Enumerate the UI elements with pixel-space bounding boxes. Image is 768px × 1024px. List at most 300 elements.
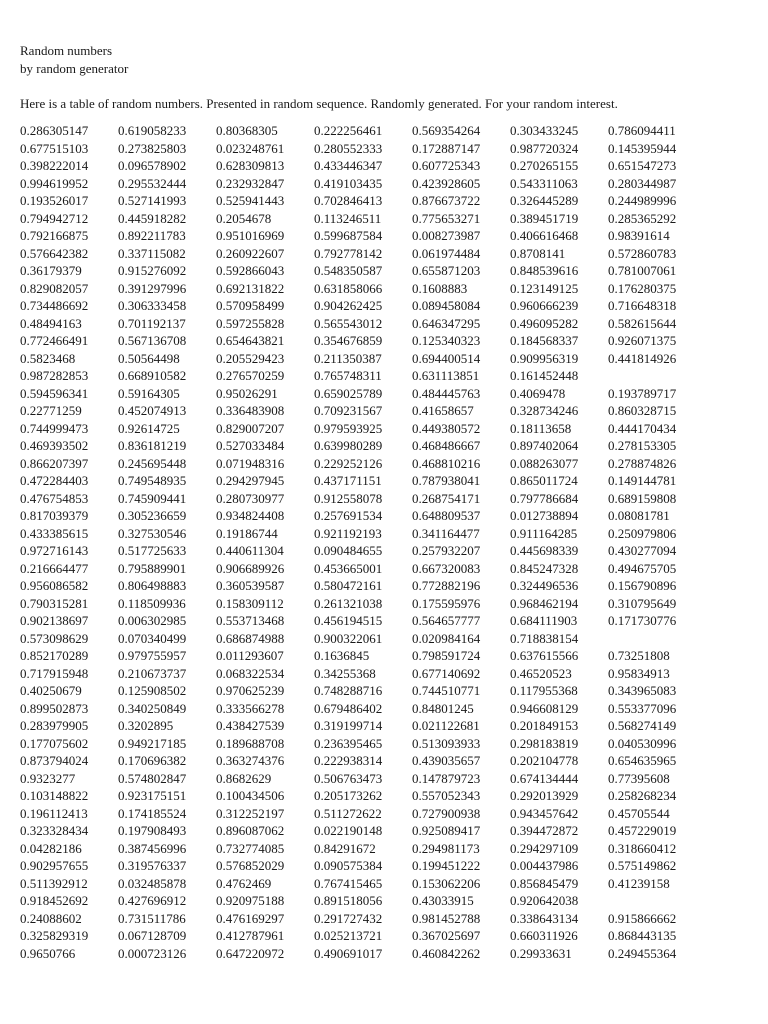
number-cell: 0.423928605 bbox=[412, 175, 481, 191]
number-cell: 0.582615644 bbox=[608, 315, 677, 331]
number-cell: 0.153062206 bbox=[412, 875, 481, 891]
table-row bbox=[20, 875, 768, 893]
number-cell: 0.569354264 bbox=[412, 123, 481, 138]
number-cell: 0.445918282 bbox=[118, 210, 187, 226]
number-cell: 0.244989996 bbox=[608, 193, 677, 208]
number-cell: 0.527141993 bbox=[118, 193, 187, 208]
number-cell: 0.197908493 bbox=[118, 823, 187, 838]
number-cell: 0.090484655 bbox=[314, 543, 383, 558]
number-cell: 0.856845479 bbox=[510, 875, 579, 891]
table-row bbox=[20, 752, 768, 770]
number-cell: 0.902957655 bbox=[20, 858, 89, 873]
number-cell: 0.460842262 bbox=[412, 945, 481, 961]
number-cell: 0.319576337 bbox=[118, 858, 187, 873]
number-cell: 0.156790896 bbox=[608, 578, 677, 593]
number-cell: 0.655871203 bbox=[412, 263, 481, 278]
number-cell: 0.205173262 bbox=[314, 788, 383, 803]
number-cell: 0.59164305 bbox=[118, 385, 180, 401]
number-cell: 0.731511786 bbox=[118, 910, 186, 926]
number-cell: 0.040530996 bbox=[608, 735, 677, 751]
number-cell: 0.525941443 bbox=[216, 193, 285, 208]
number-cell: 0.981452788 bbox=[412, 910, 481, 926]
number-cell: 0.506763473 bbox=[314, 770, 383, 786]
number-cell: 0.295532444 bbox=[118, 175, 187, 191]
table-row bbox=[20, 927, 768, 945]
number-cell: 0.654635965 bbox=[608, 753, 677, 768]
number-cell: 0.071948316 bbox=[216, 455, 285, 471]
number-cell: 0.772882196 bbox=[412, 578, 481, 593]
number-cell: 0.292013929 bbox=[510, 788, 579, 803]
number-cell: 0.899502873 bbox=[20, 700, 89, 716]
number-cell: 0.943457642 bbox=[510, 805, 579, 821]
number-cell: 0.494675705 bbox=[608, 560, 677, 576]
number-cell: 0.291727432 bbox=[314, 910, 383, 926]
number-cell: 0.273825803 bbox=[118, 140, 187, 156]
number-cell: 0.80368305 bbox=[216, 123, 278, 138]
number-cell: 0.24088602 bbox=[20, 910, 82, 926]
number-cell: 0.125340323 bbox=[412, 333, 481, 348]
table-row bbox=[20, 647, 768, 665]
number-cell: 0.023248761 bbox=[216, 140, 285, 156]
number-cell: 0.472284403 bbox=[20, 473, 89, 488]
number-cell: 0.067128709 bbox=[118, 928, 187, 943]
document-title: Random numbers bbox=[20, 43, 113, 58]
number-cell: 0.748288716 bbox=[314, 683, 383, 698]
number-cell: 0.118509936 bbox=[118, 595, 186, 611]
number-cell: 0.659025789 bbox=[314, 385, 383, 401]
table-row bbox=[20, 227, 768, 245]
number-cell: 0.177075602 bbox=[20, 735, 89, 751]
number-cell: 0.897402064 bbox=[510, 438, 579, 453]
number-cell: 0.145395944 bbox=[608, 140, 677, 156]
table-row bbox=[20, 665, 768, 683]
table-row bbox=[20, 402, 768, 420]
number-cell: 0.261321038 bbox=[314, 595, 383, 611]
number-cell: 0.517725633 bbox=[118, 543, 187, 558]
number-cell: 0.149144781 bbox=[608, 473, 677, 488]
number-cell: 0.175595976 bbox=[412, 595, 481, 611]
number-cell: 0.734486692 bbox=[20, 298, 89, 313]
number-cell: 0.702846413 bbox=[314, 193, 383, 208]
number-cell: 0.202104778 bbox=[510, 753, 579, 768]
number-cell: 0.025213721 bbox=[314, 928, 383, 943]
number-cell: 0.468810216 bbox=[412, 455, 481, 471]
number-cell: 0.468486667 bbox=[412, 438, 481, 453]
number-cell: 0.631113851 bbox=[412, 368, 480, 383]
number-cell: 0.848539616 bbox=[510, 263, 579, 278]
number-cell: 0.912558078 bbox=[314, 490, 383, 506]
number-cell: 0.430277094 bbox=[608, 543, 677, 558]
number-cell: 0.205529423 bbox=[216, 350, 285, 366]
number-cell: 0.667320083 bbox=[412, 560, 481, 576]
number-cell: 0.568274149 bbox=[608, 718, 677, 733]
number-cell: 0.249455364 bbox=[608, 945, 677, 961]
number-cell: 0.956086582 bbox=[20, 578, 89, 593]
number-cell: 0.873794024 bbox=[20, 753, 89, 768]
number-cell: 0.360539587 bbox=[216, 578, 285, 593]
table-row bbox=[20, 472, 768, 490]
number-cell: 0.668910582 bbox=[118, 368, 187, 383]
number-cell: 0.8708141 bbox=[510, 245, 566, 261]
number-cell: 0.336483908 bbox=[216, 403, 285, 418]
number-cell: 0.3202895 bbox=[118, 718, 174, 733]
number-cell: 0.433446347 bbox=[314, 158, 383, 173]
number-cell: 0.147879723 bbox=[412, 770, 481, 786]
number-cell: 0.772466491 bbox=[20, 333, 89, 348]
number-cell: 0.95834913 bbox=[608, 665, 670, 681]
number-cell: 0.677140692 bbox=[412, 665, 481, 681]
number-cell: 0.193526017 bbox=[20, 193, 89, 208]
number-cell: 0.270265155 bbox=[510, 158, 579, 173]
number-cell: 0.511392912 bbox=[20, 875, 88, 891]
number-cell: 0.437171151 bbox=[314, 473, 382, 488]
intro-paragraph: Here is a table of random numbers. Presented in random sequence. Randomly generated. For your random interest. bbox=[20, 96, 618, 111]
number-cell: 0.979593925 bbox=[314, 420, 383, 436]
number-cell: 0.103148822 bbox=[20, 788, 89, 803]
table-row bbox=[20, 385, 768, 403]
number-cell: 0.236395465 bbox=[314, 735, 383, 751]
table-row bbox=[20, 350, 768, 368]
number-cell: 0.341164477 bbox=[412, 525, 480, 541]
number-cell: 0.553377096 bbox=[608, 700, 677, 716]
number-cell: 0.46520523 bbox=[510, 665, 572, 681]
number-cell: 0.686874988 bbox=[216, 630, 285, 646]
number-cell: 0.113246511 bbox=[314, 210, 382, 226]
table-row bbox=[20, 262, 768, 280]
number-cell: 0.868443135 bbox=[608, 928, 677, 943]
number-cell: 0.257932207 bbox=[412, 543, 481, 558]
number-cell: 0.765748311 bbox=[314, 368, 382, 383]
number-cell: 0.48494163 bbox=[20, 315, 82, 331]
number-cell: 0.068322534 bbox=[216, 665, 285, 681]
number-cell: 0.829007207 bbox=[216, 420, 285, 436]
number-cell: 0.196112413 bbox=[20, 805, 88, 821]
number-cell: 0.305236659 bbox=[118, 508, 187, 523]
number-cell: 0.232932847 bbox=[216, 175, 285, 191]
number-cell: 0.100434506 bbox=[216, 788, 285, 803]
number-cell: 0.8682629 bbox=[216, 770, 272, 786]
number-cell: 0.367025697 bbox=[412, 928, 481, 943]
table-row bbox=[20, 157, 768, 175]
number-cell: 0.717915948 bbox=[20, 665, 89, 681]
number-cell: 0.176280375 bbox=[608, 280, 677, 296]
table-row bbox=[20, 630, 768, 648]
number-cell: 0.04282186 bbox=[20, 840, 82, 856]
number-cell: 0.906689926 bbox=[216, 560, 285, 576]
number-cell: 0.211350387 bbox=[314, 350, 382, 366]
number-cell: 0.654643821 bbox=[216, 333, 285, 348]
number-cell: 0.9650766 bbox=[20, 945, 76, 961]
number-cell: 0.790315281 bbox=[20, 595, 89, 611]
number-cell: 0.92614725 bbox=[118, 420, 180, 436]
number-cell: 0.794942712 bbox=[20, 210, 89, 226]
number-cell: 0.701192137 bbox=[118, 315, 186, 331]
document-subtitle: by random generator bbox=[20, 61, 129, 76]
number-cell: 0.419103435 bbox=[314, 175, 383, 191]
number-cell: 0.574802847 bbox=[118, 770, 187, 786]
number-cell: 0.915866662 bbox=[608, 910, 677, 926]
number-cell: 0.280730977 bbox=[216, 490, 285, 506]
number-cell: 0.324496536 bbox=[510, 578, 579, 593]
number-cell: 0.994619952 bbox=[20, 175, 89, 191]
number-cell: 0.677515103 bbox=[20, 140, 89, 156]
number-cell: 0.1608883 bbox=[412, 280, 468, 296]
number-cell: 0.452074913 bbox=[118, 403, 187, 418]
number-cell: 0.280552333 bbox=[314, 140, 383, 156]
number-cell: 0.412787961 bbox=[216, 928, 285, 943]
number-cell: 0.792778142 bbox=[314, 245, 383, 261]
number-cell: 0.45705544 bbox=[608, 805, 670, 821]
table-row bbox=[20, 822, 768, 840]
number-cell: 0.020984164 bbox=[412, 630, 481, 646]
number-cell: 0.484445763 bbox=[412, 385, 481, 401]
number-cell: 0.18113658 bbox=[510, 420, 572, 436]
number-cell: 0.570958499 bbox=[216, 298, 285, 313]
number-cell: 0.679486402 bbox=[314, 700, 383, 716]
number-cell: 0.276570259 bbox=[216, 368, 285, 383]
random-number-table bbox=[20, 122, 768, 962]
number-cell: 0.599687584 bbox=[314, 228, 383, 243]
table-row bbox=[20, 560, 768, 578]
number-cell: 0.398222014 bbox=[20, 158, 89, 173]
number-cell: 0.441814926 bbox=[608, 350, 677, 366]
number-cell: 0.744510771 bbox=[412, 683, 481, 698]
number-cell: 0.900322061 bbox=[314, 630, 383, 646]
number-cell: 0.476754853 bbox=[20, 490, 89, 506]
table-row bbox=[20, 525, 768, 543]
number-cell: 0.909956319 bbox=[510, 350, 579, 366]
number-cell: 0.445698339 bbox=[510, 543, 579, 558]
number-cell: 0.40250679 bbox=[20, 683, 82, 698]
number-cell: 0.1636845 bbox=[314, 648, 370, 663]
number-cell: 0.340250849 bbox=[118, 700, 187, 716]
number-cell: 0.852170289 bbox=[20, 648, 89, 663]
table-row bbox=[20, 595, 768, 613]
number-cell: 0.469393502 bbox=[20, 438, 89, 453]
number-cell: 0.98391614 bbox=[608, 228, 670, 243]
number-cell: 0.716648318 bbox=[608, 298, 677, 313]
number-cell: 0.795889901 bbox=[118, 560, 187, 576]
number-cell: 0.323328434 bbox=[20, 823, 89, 838]
number-cell: 0.210673737 bbox=[118, 665, 187, 681]
number-cell: 0.564657777 bbox=[412, 613, 481, 628]
number-cell: 0.117955368 bbox=[510, 683, 578, 698]
number-cell: 0.193789717 bbox=[608, 385, 677, 401]
number-cell: 0.070340499 bbox=[118, 630, 187, 646]
number-cell: 0.949217185 bbox=[118, 735, 187, 751]
number-cell: 0.283979905 bbox=[20, 718, 89, 733]
number-cell: 0.34255368 bbox=[314, 665, 376, 681]
number-cell: 0.022190148 bbox=[314, 823, 383, 838]
number-cell: 0.572860783 bbox=[608, 245, 677, 261]
number-cell: 0.354676859 bbox=[314, 333, 383, 348]
number-cell: 0.817039379 bbox=[20, 508, 89, 523]
number-cell: 0.319199714 bbox=[314, 718, 383, 733]
number-cell: 0.201849153 bbox=[510, 718, 579, 733]
number-cell: 0.184568337 bbox=[510, 333, 579, 348]
table-row bbox=[20, 857, 768, 875]
number-cell: 0.457229019 bbox=[608, 823, 677, 838]
number-cell: 0.189688708 bbox=[216, 735, 285, 751]
number-cell: 0.19186744 bbox=[216, 525, 278, 541]
number-cell: 0.639980289 bbox=[314, 438, 383, 453]
number-cell: 0.294297945 bbox=[216, 473, 285, 488]
number-cell: 0.876673722 bbox=[412, 193, 481, 208]
number-cell: 0.628309813 bbox=[216, 158, 285, 173]
table-row bbox=[20, 787, 768, 805]
number-cell: 0.951016969 bbox=[216, 228, 285, 243]
number-cell: 0.285365292 bbox=[608, 210, 677, 226]
number-cell: 0.325829319 bbox=[20, 928, 89, 943]
number-cell: 0.918452692 bbox=[20, 893, 89, 908]
number-cell: 0.567136708 bbox=[118, 333, 187, 348]
number-cell: 0.278874826 bbox=[608, 455, 677, 471]
number-cell: 0.968462194 bbox=[510, 595, 579, 611]
number-cell: 0.22771259 bbox=[20, 403, 82, 418]
table-row bbox=[20, 297, 768, 315]
number-cell: 0.363274376 bbox=[216, 753, 285, 768]
number-cell: 0.294297109 bbox=[510, 840, 579, 856]
number-cell: 0.50564498 bbox=[118, 350, 180, 366]
number-cell: 0.845247328 bbox=[510, 560, 579, 576]
number-cell: 0.987282853 bbox=[20, 368, 89, 383]
number-cell: 0.000723126 bbox=[118, 945, 187, 961]
table-row bbox=[20, 420, 768, 438]
number-cell: 0.41239158 bbox=[608, 875, 670, 891]
number-cell: 0.222256461 bbox=[314, 123, 383, 138]
table-row bbox=[20, 770, 768, 788]
number-cell: 0.607725343 bbox=[412, 158, 481, 173]
number-cell: 0.689159808 bbox=[608, 490, 677, 506]
number-cell: 0.565543012 bbox=[314, 315, 383, 331]
number-cell: 0.406616468 bbox=[510, 228, 579, 243]
number-cell: 0.090575384 bbox=[314, 858, 383, 873]
number-cell: 0.326445289 bbox=[510, 193, 579, 208]
number-cell: 0.786094411 bbox=[608, 123, 676, 138]
number-cell: 0.438427539 bbox=[216, 718, 285, 733]
number-cell bbox=[608, 367, 706, 385]
number-cell: 0.088263077 bbox=[510, 455, 579, 471]
table-row bbox=[20, 140, 768, 158]
number-cell: 0.444170434 bbox=[608, 420, 677, 436]
number-cell: 0.008273987 bbox=[412, 228, 481, 243]
table-row bbox=[20, 437, 768, 455]
number-cell: 0.4762469 bbox=[216, 875, 272, 891]
number-cell: 0.061974484 bbox=[412, 245, 481, 261]
table-row bbox=[20, 455, 768, 473]
number-cell: 0.333566278 bbox=[216, 700, 285, 716]
table-row bbox=[20, 910, 768, 928]
number-cell: 0.896087062 bbox=[216, 823, 285, 838]
number-cell: 0.934824408 bbox=[216, 508, 285, 523]
number-cell: 0.829082057 bbox=[20, 280, 89, 296]
table-row bbox=[20, 245, 768, 263]
number-cell: 0.338643134 bbox=[510, 910, 579, 926]
number-cell: 0.718838154 bbox=[510, 630, 579, 646]
number-cell: 0.732774085 bbox=[216, 840, 285, 856]
number-cell: 0.41658657 bbox=[412, 403, 474, 418]
number-cell: 0.389451719 bbox=[510, 210, 579, 226]
number-cell: 0.216664477 bbox=[20, 560, 89, 576]
number-cell: 0.892211783 bbox=[118, 228, 186, 243]
number-cell: 0.257691534 bbox=[314, 508, 383, 523]
number-cell: 0.792166875 bbox=[20, 228, 89, 243]
table-row bbox=[20, 717, 768, 735]
number-cell: 0.970625239 bbox=[216, 683, 285, 698]
table-row bbox=[20, 892, 768, 910]
number-cell: 0.245695448 bbox=[118, 455, 187, 471]
number-cell: 0.709231567 bbox=[314, 403, 383, 418]
number-cell: 0.575149862 bbox=[608, 858, 677, 873]
table-row bbox=[20, 700, 768, 718]
number-cell: 0.268754171 bbox=[412, 490, 481, 506]
number-cell: 0.923175151 bbox=[118, 788, 187, 803]
number-cell: 0.089458084 bbox=[412, 298, 481, 313]
number-cell: 0.745909441 bbox=[118, 490, 187, 506]
number-cell: 0.576852029 bbox=[216, 858, 285, 873]
table-row bbox=[20, 122, 768, 140]
number-cell: 0.646347295 bbox=[412, 315, 481, 331]
number-cell: 0.170696382 bbox=[118, 753, 187, 768]
number-cell: 0.580472161 bbox=[314, 578, 383, 593]
number-cell: 0.548350587 bbox=[314, 263, 383, 278]
number-cell: 0.427696912 bbox=[118, 893, 187, 908]
number-cell: 0.096578902 bbox=[118, 158, 187, 173]
number-cell: 0.920642038 bbox=[510, 893, 579, 908]
number-cell: 0.294981173 bbox=[412, 840, 480, 856]
number-cell: 0.312252197 bbox=[216, 805, 285, 821]
number-cell: 0.4069478 bbox=[510, 385, 566, 401]
number-cell: 0.318660412 bbox=[608, 840, 677, 856]
number-cell: 0.946608129 bbox=[510, 700, 579, 716]
number-cell: 0.648809537 bbox=[412, 508, 481, 523]
number-cell: 0.911164285 bbox=[510, 525, 578, 541]
table-row bbox=[20, 367, 768, 385]
number-cell: 0.298183819 bbox=[510, 735, 579, 751]
number-cell: 0.77395608 bbox=[608, 770, 670, 786]
number-cell: 0.011293607 bbox=[216, 648, 284, 663]
number-cell: 0.651547273 bbox=[608, 158, 677, 173]
number-cell: 0.921192193 bbox=[314, 525, 382, 541]
number-cell bbox=[608, 892, 706, 910]
number-cell: 0.972716143 bbox=[20, 543, 89, 558]
number-cell: 0.744999473 bbox=[20, 420, 89, 436]
number-cell: 0.891518056 bbox=[314, 893, 383, 908]
number-cell: 0.798591724 bbox=[412, 648, 481, 663]
number-cell: 0.012738894 bbox=[510, 508, 579, 523]
table-row bbox=[20, 192, 768, 210]
number-cell: 0.806498883 bbox=[118, 578, 187, 593]
number-cell: 0.637615566 bbox=[510, 648, 579, 663]
number-cell: 0.865011724 bbox=[510, 473, 578, 488]
table-row bbox=[20, 735, 768, 753]
number-cell: 0.860328715 bbox=[608, 403, 677, 418]
number-cell: 0.960666239 bbox=[510, 298, 579, 313]
number-cell: 0.9323277 bbox=[20, 770, 76, 786]
number-cell: 0.394472872 bbox=[510, 823, 579, 838]
number-cell: 0.692131822 bbox=[216, 280, 285, 296]
number-cell: 0.337115082 bbox=[118, 245, 186, 261]
number-cell: 0.592866043 bbox=[216, 263, 285, 278]
number-cell: 0.310795649 bbox=[608, 595, 677, 611]
number-cell: 0.021122681 bbox=[412, 718, 480, 733]
number-cell: 0.172887147 bbox=[412, 140, 481, 156]
table-row bbox=[20, 280, 768, 298]
number-cell: 0.836181219 bbox=[118, 438, 187, 453]
number-cell: 0.660311926 bbox=[510, 928, 578, 943]
number-cell: 0.456194515 bbox=[314, 613, 383, 628]
table-row bbox=[20, 945, 768, 963]
